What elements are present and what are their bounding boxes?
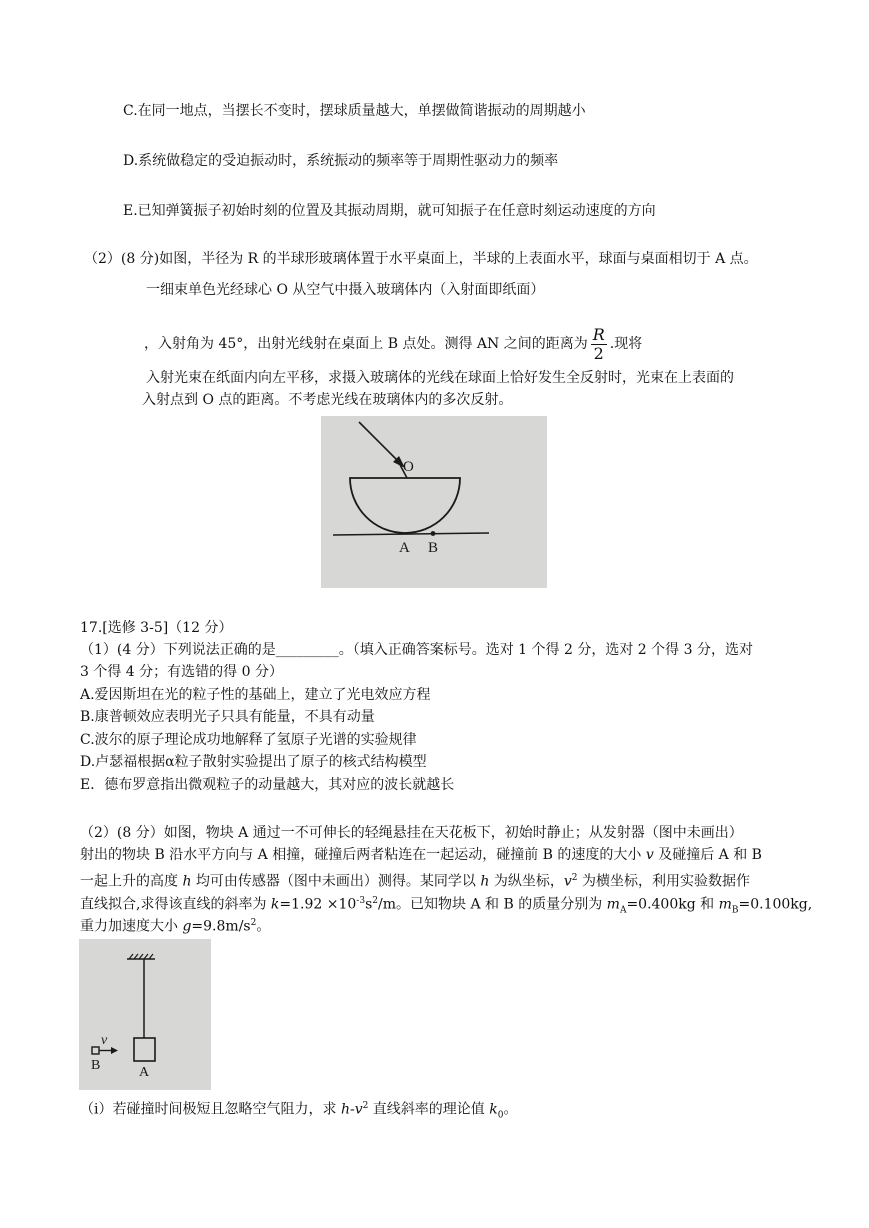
- fraction-denominator: 2: [593, 343, 604, 363]
- q17-sub-i-c: 。: [503, 1101, 518, 1118]
- q17-option-a: A.爱因斯坦在光的粒子性的基础上，建立了光电效应方程: [80, 687, 431, 703]
- dash: -: [349, 1101, 355, 1118]
- q17-part1-line1: （1）(4 分）下列说法正确的是_________。（填入正确答案标号。选对 1 个得 2 分，选对 2 个得 3 分，选对: [80, 642, 753, 658]
- symbol-v: v: [354, 1101, 363, 1118]
- incident-ray: [359, 422, 400, 463]
- q17-part2-line4-e: =0.400kg 和: [626, 896, 719, 913]
- label-v: v: [101, 1033, 108, 1048]
- symbol-v-axis: v: [563, 873, 572, 890]
- q16-part2-line4: 入射光束在纸面内向左平移，求摄入玻璃体的光线在球面上恰好发生全反射时，光束在上表面的: [146, 370, 734, 386]
- q16-part2-line3-tail: .现将: [609, 336, 643, 352]
- label-a: A: [399, 540, 410, 556]
- q17-part2-line3: [80, 868, 750, 892]
- symbol-h: h: [340, 1101, 350, 1118]
- q17-sub-i: [80, 1096, 517, 1125]
- q17-part2-line2-a: 射出的物块 B 沿水平方向与 A 相撞，碰撞后两者粘连在一起运动，碰撞前 B 的速度的大小: [80, 847, 646, 863]
- q16-part2-line3-text: ，入射角为 45°，出射光线射在桌面上 B 点处。测得 AN 之间的距离为: [144, 336, 588, 352]
- q16-part2-line1: （2）(8 分)如图，半径为 R 的半球形玻璃体置于水平桌面上，半球的上表面水平，球面与桌面相切于 A 点。: [84, 251, 758, 267]
- q16-part2-line2: 一细束单色光经球心 O 从空气中摄入玻璃体内（入射面即纸面）: [146, 282, 545, 298]
- symbol-h-axis: h: [480, 873, 490, 890]
- superscript-two: 2: [250, 918, 257, 928]
- q16-part2-line3: [144, 324, 642, 364]
- option-e-text: E.已知弹簧振子初始时刻的位置及其振动周期，就可知振子在任意时刻运动速度的方向: [123, 203, 656, 219]
- table-surface: [333, 533, 489, 535]
- pendulum-figure: [79, 939, 211, 1090]
- label-b: B: [91, 1058, 101, 1073]
- q17-part2-line1: （2）(8 分）如图，物块 A 通过一不可伸长的轻绳悬挂在天花板下，初始时静止；从发射器（图中未画出）: [80, 825, 743, 841]
- symbol-h: h: [182, 873, 192, 890]
- q17-part2-line3-a: 一起上升的高度: [80, 873, 183, 890]
- unit-s: s: [365, 896, 373, 913]
- q17-part2-line4-f: =0.100kg,: [738, 896, 813, 913]
- subscript-zero: 0: [497, 1110, 504, 1121]
- label-b: B: [428, 540, 439, 556]
- q17-part2-line3-b: 均可由传感器（图中未画出）测得。某同学以: [191, 873, 481, 890]
- superscript-two: 2: [362, 1101, 369, 1111]
- hemisphere-outline: [350, 478, 460, 533]
- block-b: [92, 1047, 99, 1054]
- q17-title: 17.[选修 3-5]（12 分）: [80, 620, 233, 636]
- q17-part2-line5: [80, 913, 270, 937]
- q17-option-e: E．德布罗意指出微观粒子的动量越大，其对应的波长就越长: [80, 777, 455, 793]
- q17-part2-line2: [80, 845, 762, 865]
- q17-part1-line2: 3 个得 4 分；有选错的得 0 分）: [80, 664, 283, 680]
- q17-option-d: D.卢瑟福根据α粒子散射实验提出了原子的核式结构模型: [80, 754, 427, 770]
- q17-part2-line5-b: =9.8m/s: [191, 918, 251, 935]
- q17-sub-i-a: （i）若碰撞时间极短且忽略空气阻力，求: [80, 1101, 341, 1118]
- fraction-r-over-2: [591, 326, 607, 363]
- fraction-numerator: R: [592, 324, 605, 344]
- q17-part2-line3-d: 为横坐标，利用实验数据作: [577, 873, 750, 890]
- option-c-text: C.在同一地点，当摆长不变时，摆球质量越大，单摆做简谐振动的周期越小: [123, 103, 586, 119]
- symbol-mb: m: [718, 896, 732, 913]
- subscript-b: B: [731, 905, 739, 916]
- exponent-minus-three: -3: [356, 896, 366, 906]
- symbol-g: g: [182, 918, 192, 935]
- label-a: A: [139, 1065, 150, 1080]
- symbol-k: k: [270, 896, 280, 913]
- q16-part2-line5: 入射点到 O 点的距离。不考虑光线在玻璃体内的多次反射。: [142, 392, 513, 408]
- option-d-text: D.系统做稳定的受迫振动时，系统振动的频率等于周期性驱动力的频率: [123, 153, 559, 169]
- symbol-k0: k: [489, 1101, 498, 1118]
- pendulum-diagram: [79, 939, 211, 1090]
- q17-part2-line2-b: 及碰撞后 A 和 B: [653, 847, 762, 863]
- velocity-arrowhead: [111, 1047, 118, 1054]
- symbol-ma: m: [606, 896, 620, 913]
- q17-part2-line4-a: 直线拟合,求得该直线的斜率为: [80, 896, 271, 913]
- point-b-dot: [431, 531, 436, 536]
- q17-part2-line3-c: 为纵坐标，: [489, 873, 564, 890]
- q17-part2-line4-d: /m。已知物块 A 和 B 的质量分别为: [378, 896, 607, 913]
- q17-option-c: C.波尔的原子理论成功地解释了氢原子光谱的实验规律: [80, 732, 417, 748]
- q17-sub-i-b: 直线斜率的理论值: [368, 1101, 490, 1118]
- q17-option-b: B.康普顿效应表明光子只具有能量，不具有动量: [80, 709, 375, 725]
- q17-part2-line4-b: =1.92 ×10: [279, 896, 357, 913]
- q17-part2-line5-c: 。: [256, 918, 271, 935]
- superscript-two: 2: [571, 873, 578, 883]
- label-o: O: [403, 459, 414, 475]
- q17-part2-line5-a: 重力加速度大小: [80, 918, 183, 935]
- subscript-a: A: [619, 905, 627, 916]
- block-a: [134, 1038, 155, 1061]
- superscript-two: 2: [372, 896, 378, 906]
- hemisphere-figure: [321, 416, 547, 588]
- symbol-v: v: [645, 847, 654, 863]
- hemisphere-diagram: [321, 416, 547, 588]
